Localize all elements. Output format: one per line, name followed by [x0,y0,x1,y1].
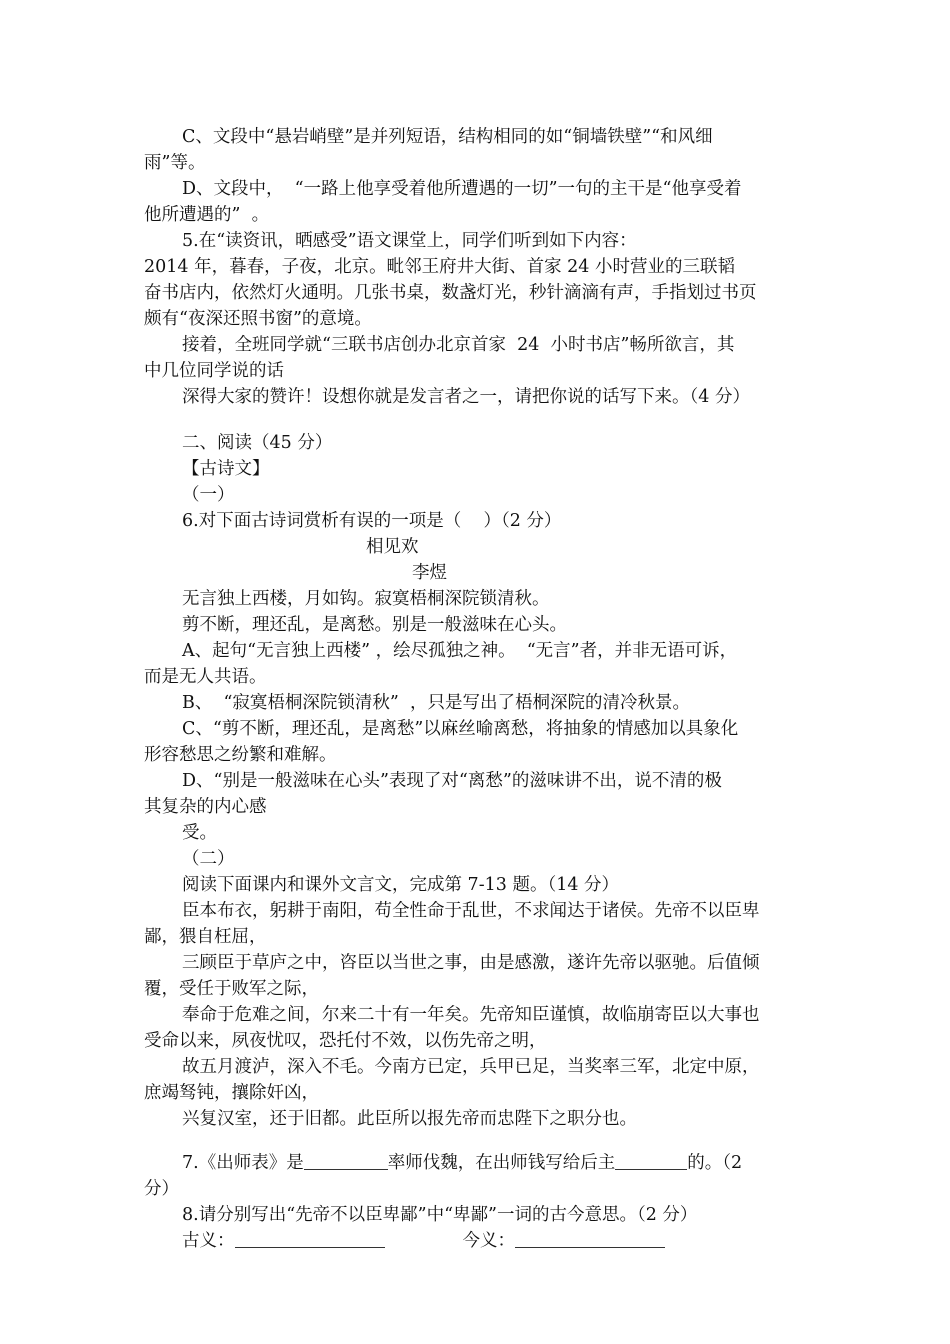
option-b: B、 “寂寞梧桐深院锁清秋” ，只是写出了梧桐深院的清冷秋景。 [182,693,691,713]
text-line: 他所遭遇的” 。 [144,205,270,225]
classical-text-line: 三顾臣于草庐之中，咨臣以当世之事，由是感激，遂许先帝以驱驰。后值倾 [182,953,760,973]
question-8: 8.请分别写出“先帝不以臣卑鄙”中“卑鄙”一词的古今意思。（2 分） [182,1205,698,1225]
classical-text-line: 兴复汉室，还于旧都。此臣所以报先帝而忠陛下之职分也。 [182,1109,637,1129]
part-label: （一） [182,485,235,505]
text-line: 2014 年，暮春，子夜，北京。毗邻王府井大街、首家 24 小时营业的三联韬 [144,257,735,277]
text-line: 深得大家的赞许！设想你就是发言者之一，请把你说的话写下来。（4 分） [182,387,750,407]
modern-meaning-blank[interactable] [515,1229,665,1248]
answer-blank[interactable] [304,1151,388,1170]
text-line: 阅读下面课内和课外文言文，完成第 7-13 题。（14 分） [182,875,620,895]
text-line: 分） [144,1179,179,1199]
classical-text-line: 故五月渡泸，深入不毛。今南方已定，兵甲已足，当奖率三军，北定中原， [182,1057,760,1077]
ancient-meaning-blank[interactable] [235,1229,385,1248]
classical-text-line: 覆，受任于败军之际， [144,979,319,999]
text-line: 颇有“夜深还照书窗”的意境。 [144,309,372,329]
text-line: 其复杂的内心感 [144,797,267,817]
subsection-heading: 【古诗文】 [182,459,270,479]
option-c: C、“剪不断，理还乱，是离愁”以麻丝喻离愁，将抽象的情感加以具象化 [182,719,739,739]
part-label: （二） [182,849,235,869]
question-7: 7.《出师表》是 率师伐魏，在出师钱写给后主 的。（2 [182,1153,743,1173]
text-line: 形容愁思之纷繁和难解。 [144,745,337,765]
option-d: D、“别是一般滋味在心头”表现了对“离愁”的滋味讲不出，说不清的极 [182,771,722,791]
poem-line: 剪不断，理还乱，是离愁。别是一般滋味在心头。 [182,615,567,635]
text-line: 奋书店内，依然灯火通明。几张书桌，数盏灯光，秒针滴滴有声，手指划过书页 [144,283,757,303]
text-line: 中几位同学说的话 [144,361,284,381]
classical-text-line: 臣本布衣，躬耕于南阳，苟全性命于乱世，不求闻达于诸侯。先帝不以臣卑 [182,901,760,921]
text-line: 受。 [182,823,217,843]
classical-text-line: 庶竭驽钝，攘除奸凶， [144,1083,319,1103]
option-a: A、起句“无言独上西楼” ，绘尽孤独之神。 “无言”者，并非无语可诉， [182,641,738,661]
classical-text-line: 鄙，猥自枉屈， [144,927,267,947]
classical-text-line: 受命以来，夙夜忧叹，恐托付不效，以伤先帝之明， [144,1031,547,1051]
question-8-answers: 古义： 今义： [182,1228,665,1254]
text-line: 接着，全班同学就“三联书店创办北京首家 24 小时书店”畅所欲言，其 [182,335,735,355]
classical-text-line: 奉命于危难之间，尔来二十有一年矣。先帝知臣谨慎，故临崩寄臣以大事也 [182,1005,760,1025]
poem-title: 相见欢 [366,537,419,557]
poem-line: 无言独上西楼，月如钩。寂寞梧桐深院锁清秋。 [182,589,550,609]
poem-author: 李煜 [412,563,447,583]
answer-blank[interactable] [615,1151,687,1170]
question-5: 5.在“读资讯，晒感受”语文课堂上，同学们听到如下内容： [182,231,637,251]
text-line: 雨”等。 [144,153,206,173]
text-line: C、文段中“悬岩峭壁”是并列短语，结构相同的如“铜墙铁壁”“和风细 [182,127,713,147]
question-6: 6.对下面古诗词赏析有误的一项是（ ）（2 分） [182,511,562,531]
text-line: D、文段中， “一路上他享受着他所遭遇的一切”一句的主干是“他享受着 [182,179,742,199]
text-line: 而是无人共语。 [144,667,267,687]
section-heading: 二、阅读（45 分） [182,433,333,453]
